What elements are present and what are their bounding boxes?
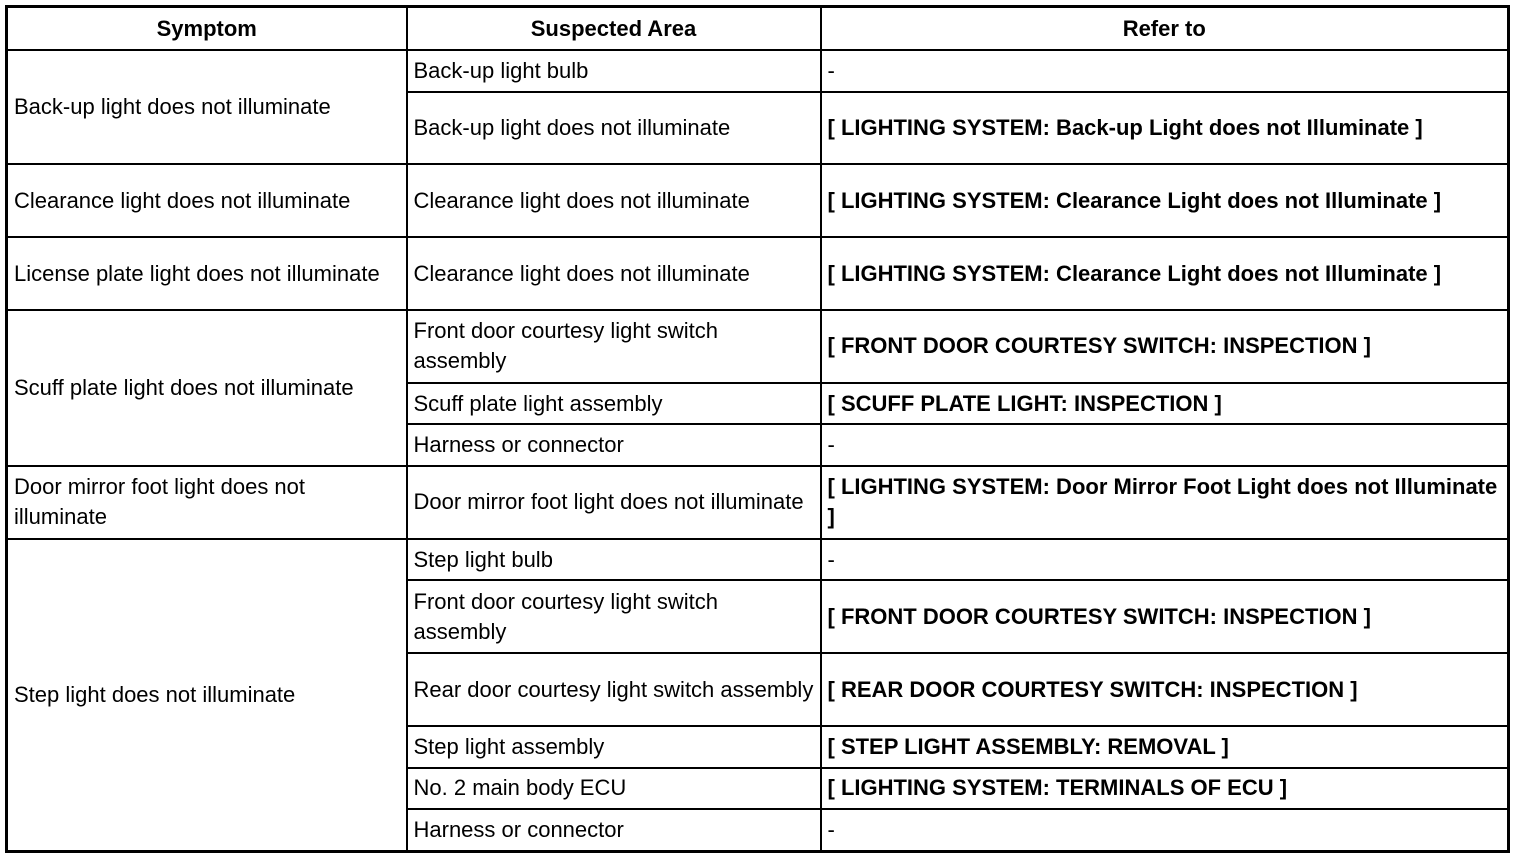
- table-row: [7, 466, 1509, 539]
- refer-to-cell: -: [821, 50, 1509, 92]
- table-row: [7, 237, 1509, 310]
- symptom-cell: Step light does not illuminate: [7, 539, 407, 852]
- suspected-area-cell: Door mirror foot light does not illuminate: [407, 466, 821, 539]
- header-row: [7, 7, 1509, 51]
- symptom-cell: Clearance light does not illuminate: [7, 164, 407, 237]
- suspected-area-cell: Front door courtesy light switch assembly: [407, 310, 821, 383]
- suspected-area-cell: Back-up light bulb: [407, 50, 821, 92]
- refer-to-link[interactable]: [ LIGHTING SYSTEM: TERMINALS OF ECU ]: [821, 768, 1509, 810]
- suspected-area-cell: Harness or connector: [407, 424, 821, 466]
- header-suspected-area: Suspected Area: [407, 7, 821, 51]
- refer-to-link[interactable]: [ LIGHTING SYSTEM: Clearance Light does not Illuminate ]: [821, 237, 1509, 310]
- table-row: [7, 539, 1509, 581]
- suspected-area-cell: No. 2 main body ECU: [407, 768, 821, 810]
- table-row: [7, 164, 1509, 237]
- refer-to-link[interactable]: [ LIGHTING SYSTEM: Back-up Light does not Illuminate ]: [821, 92, 1509, 165]
- symptom-cell: Scuff plate light does not illuminate: [7, 310, 407, 466]
- refer-to-cell: -: [821, 424, 1509, 466]
- refer-to-link[interactable]: [ LIGHTING SYSTEM: Door Mirror Foot Light does not Illuminate ]: [821, 466, 1509, 539]
- refer-to-link[interactable]: [ FRONT DOOR COURTESY SWITCH: INSPECTION ]: [821, 580, 1509, 653]
- refer-to-link[interactable]: [ REAR DOOR COURTESY SWITCH: INSPECTION ]: [821, 653, 1509, 726]
- refer-to-link[interactable]: [ STEP LIGHT ASSEMBLY: REMOVAL ]: [821, 726, 1509, 768]
- suspected-area-cell: Step light assembly: [407, 726, 821, 768]
- suspected-area-cell: Step light bulb: [407, 539, 821, 581]
- suspected-area-cell: Rear door courtesy light switch assembly: [407, 653, 821, 726]
- suspected-area-cell: Clearance light does not illuminate: [407, 237, 821, 310]
- suspected-area-cell: Scuff plate light assembly: [407, 383, 821, 425]
- troubleshooting-table-container: [5, 5, 1507, 853]
- suspected-area-cell: Front door courtesy light switch assembly: [407, 580, 821, 653]
- refer-to-cell: -: [821, 809, 1509, 851]
- suspected-area-cell: Back-up light does not illuminate: [407, 92, 821, 165]
- troubleshooting-table: [5, 5, 1510, 853]
- symptom-cell: Door mirror foot light does not illuminate: [7, 466, 407, 539]
- refer-to-link[interactable]: [ LIGHTING SYSTEM: Clearance Light does not Illuminate ]: [821, 164, 1509, 237]
- table-row: [7, 50, 1509, 92]
- symptom-cell: License plate light does not illuminate: [7, 237, 407, 310]
- suspected-area-cell: Harness or connector: [407, 809, 821, 851]
- refer-to-link[interactable]: [ SCUFF PLATE LIGHT: INSPECTION ]: [821, 383, 1509, 425]
- refer-to-link[interactable]: [ FRONT DOOR COURTESY SWITCH: INSPECTION ]: [821, 310, 1509, 383]
- symptom-cell: Back-up light does not illuminate: [7, 50, 407, 164]
- header-symptom: Symptom: [7, 7, 407, 51]
- table-row: [7, 310, 1509, 383]
- suspected-area-cell: Clearance light does not illuminate: [407, 164, 821, 237]
- header-refer-to: Refer to: [821, 7, 1509, 51]
- refer-to-cell: -: [821, 539, 1509, 581]
